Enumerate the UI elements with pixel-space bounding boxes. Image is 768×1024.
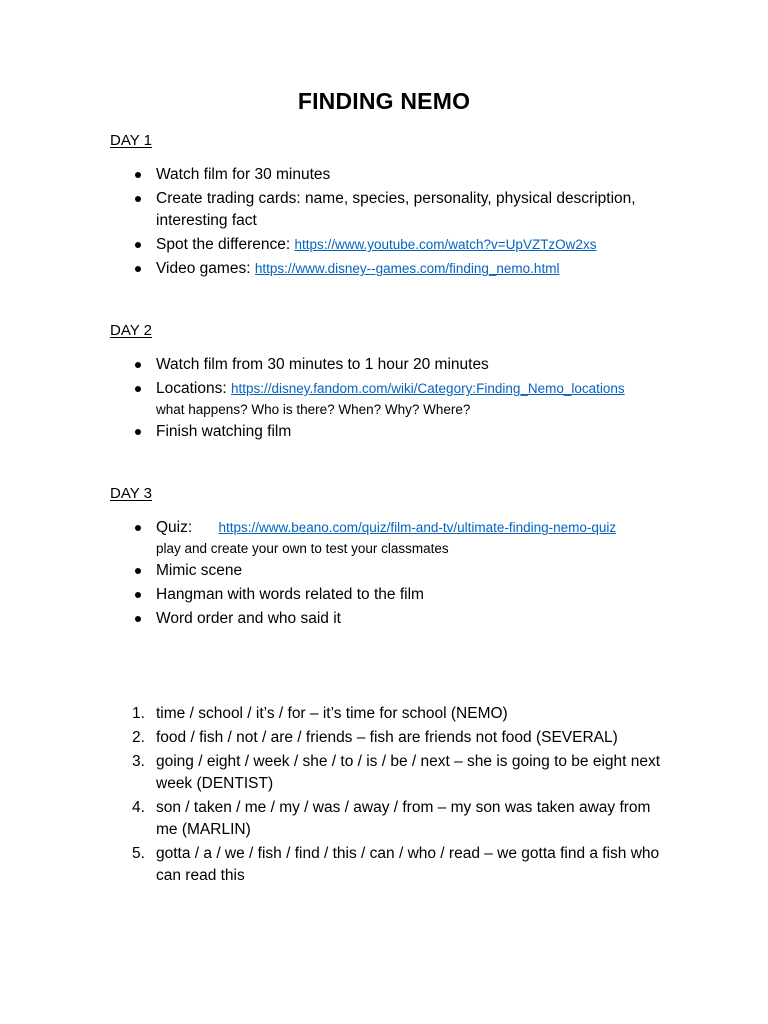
- day-3-heading: DAY 3: [110, 485, 152, 502]
- list-item: Video games: https://www.disney--games.com/finding_nemo.html: [110, 258, 670, 280]
- list-item: Finish watching film: [110, 421, 670, 443]
- list-item: Quiz: https://www.beano.com/quiz/film-and-tv/ultimate-finding-nemo-quiz play and create your own to test your classmates: [110, 517, 670, 558]
- list-item: Word order and who said it: [110, 608, 670, 630]
- youtube-link[interactable]: https://www.youtube.com/watch?v=UpVZTzOw2xs: [294, 237, 597, 252]
- day-2-heading: DAY 2: [110, 322, 152, 339]
- word-order-list: [110, 703, 670, 889]
- list-item: 5. gotta / a / we / fish / find / this / can / who / read – we gotta find a fish who can read this: [132, 845, 660, 884]
- list-item: 4. son / taken / me / my / was / away / from – my son was taken away from me (MARLIN): [132, 799, 651, 838]
- locations-note: what happens? Who is there? When? Why? Where?: [156, 402, 471, 417]
- disney-games-link[interactable]: https://www.disney--games.com/finding_nemo.html: [254, 261, 560, 276]
- list-item: 3. going / eight / week / she / to / is / be / next – she is going to be eight next week (DENTIST): [132, 753, 661, 792]
- list-item: 1. time / school / it’s / for – it’s time for school (NEMO): [132, 705, 508, 722]
- list-item: Hangman with words related to the film: [110, 584, 670, 606]
- list-item: Watch film for 30 minutes: [110, 164, 670, 186]
- day-2-list: [110, 354, 670, 445]
- list-item: Mimic scene: [110, 560, 670, 582]
- day-1-heading: DAY 1: [110, 132, 152, 149]
- list-item: Create trading cards: name, species, personality, physical description, interesting fact: [110, 188, 670, 232]
- list-item: Locations: https://disney.fandom.com/wiki/Category:Finding_Nemo_locations what happens? Who is there? When? Why? Where?: [110, 378, 670, 419]
- list-item: Watch film from 30 minutes to 1 hour 20 minutes: [110, 354, 670, 376]
- list-item: 2. food / fish / not / are / friends – fish are friends not food (SEVERAL): [132, 729, 618, 746]
- fandom-locations-link[interactable]: https://disney.fandom.com/wiki/Category:Finding_Nemo_locations: [230, 381, 625, 396]
- list-item: Spot the difference: https://www.youtube.com/watch?v=UpVZTzOw2xs: [110, 234, 670, 256]
- page-title: FINDING NEMO: [297, 88, 471, 114]
- day-3-list: [110, 517, 670, 632]
- quiz-note: play and create your own to test your classmates: [156, 541, 449, 556]
- beano-quiz-link[interactable]: https://www.beano.com/quiz/film-and-tv/ultimate-finding-nemo-quiz: [218, 520, 617, 535]
- day-1-list: [110, 164, 670, 282]
